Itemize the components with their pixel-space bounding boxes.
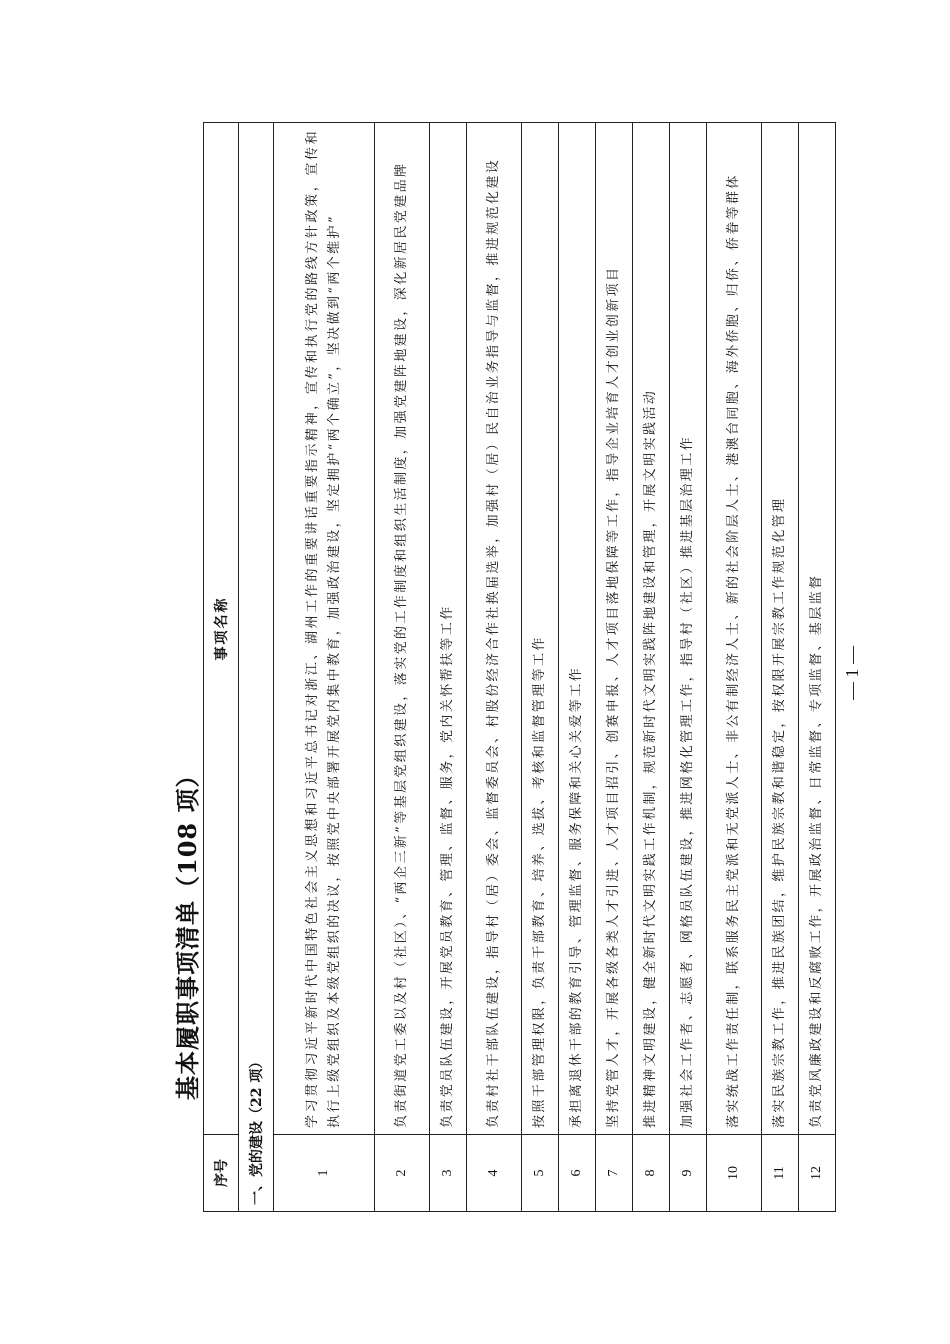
row-item-text: 坚持党管人才，开展各级各类人才引进、人才项目招引、创赛申报、人才项目落地保障等工作，指导企业培育人才创业创新项目 xyxy=(596,123,633,1135)
row-item-text: 负责村社干部队伍建设，指导村（居）委会、监督委员会、村股份经济合作社换届选举，加强村（居）民自治业务指导与监督，推进规范化建设 xyxy=(467,123,522,1135)
table-row xyxy=(467,123,522,1212)
row-item-text: 学习贯彻习近平新时代中国特色社会主义思想和习近平总书记对浙江、湖州工作的重要讲话重要指示精神，宣传和执行党的路线方针政策，宣传和执行上级党组织及本级党组织的决议，按照党中央部署开展党内集中教育，加强政治建设，坚定拥护“两个确立”，坚决做到“两个维护” xyxy=(274,123,375,1135)
row-item-text: 负责街道党工委以及村（社区）、“两企三新”等基层党组织建设，落实党的工作制度和组织生活制度，加强党建阵地建设，深化新居民党建品牌 xyxy=(375,123,430,1135)
row-number: 4 xyxy=(467,1135,522,1212)
table-row xyxy=(596,123,633,1212)
row-item-text: 落实民族宗教工作，推进民族团结，维护民族宗教和谐稳定，按权限开展宗教工作规范化管理 xyxy=(762,123,799,1135)
row-number: 11 xyxy=(762,1135,799,1212)
table-row xyxy=(375,123,430,1212)
row-number: 6 xyxy=(559,1135,596,1212)
row-item-text: 负责党风廉政建设和反腐败工作，开展政治监督、日常监督、专项监督、基层监督 xyxy=(799,123,836,1135)
table-row xyxy=(707,123,762,1212)
table-row xyxy=(430,123,467,1212)
table-header-row xyxy=(204,123,239,1212)
row-number: 5 xyxy=(522,1135,559,1212)
row-number: 3 xyxy=(430,1135,467,1212)
row-number: 10 xyxy=(707,1135,762,1212)
duty-table-container xyxy=(203,122,824,1212)
table-row xyxy=(670,123,707,1212)
table-row xyxy=(633,123,670,1212)
header-item-name: 事项名称 xyxy=(204,123,239,1135)
section-row xyxy=(239,123,274,1212)
page-title: 基本履职事项清单（108 项） xyxy=(173,762,202,1100)
row-item-text: 负责党员队伍建设，开展党员教育、管理、监督、服务，党内关怀帮扶等工作 xyxy=(430,123,467,1135)
row-number: 9 xyxy=(670,1135,707,1212)
row-item-text: 加强社会工作者、志愿者、网格员队伍建设，推进网格化管理工作，指导村（社区）推进基层治理工作 xyxy=(670,123,707,1135)
row-item-text: 承担离退休干部的教育引导、管理监督、服务保障和关心关爱等工作 xyxy=(559,123,596,1135)
table-row xyxy=(522,123,559,1212)
table-row xyxy=(274,123,375,1212)
table-row xyxy=(762,123,799,1212)
row-item-text: 落实统战工作责任制，联系服务民主党派和无党派人士、非公有制经济人士、新的社会阶层人士、港澳台同胞、海外侨胞、归侨、侨眷等群体 xyxy=(707,123,762,1135)
table-row xyxy=(559,123,596,1212)
row-number: 7 xyxy=(596,1135,633,1212)
page-number: — 1 — xyxy=(842,646,862,700)
table-row xyxy=(799,123,836,1212)
row-number: 1 xyxy=(274,1135,375,1212)
section-title: 一、党的建设（22 项） xyxy=(239,123,274,1212)
row-number: 2 xyxy=(375,1135,430,1212)
duty-table xyxy=(203,122,836,1212)
header-serial-number: 序号 xyxy=(204,1135,239,1212)
row-number: 8 xyxy=(633,1135,670,1212)
row-item-text: 按照干部管理权限，负责干部教育、培养、选拔、考核和监督管理等工作 xyxy=(522,123,559,1135)
row-number: 12 xyxy=(799,1135,836,1212)
row-item-text: 推进精神文明建设，健全新时代文明实践工作机制，规范新时代文明实践阵地建设和管理，开展文明实践活动 xyxy=(633,123,670,1135)
